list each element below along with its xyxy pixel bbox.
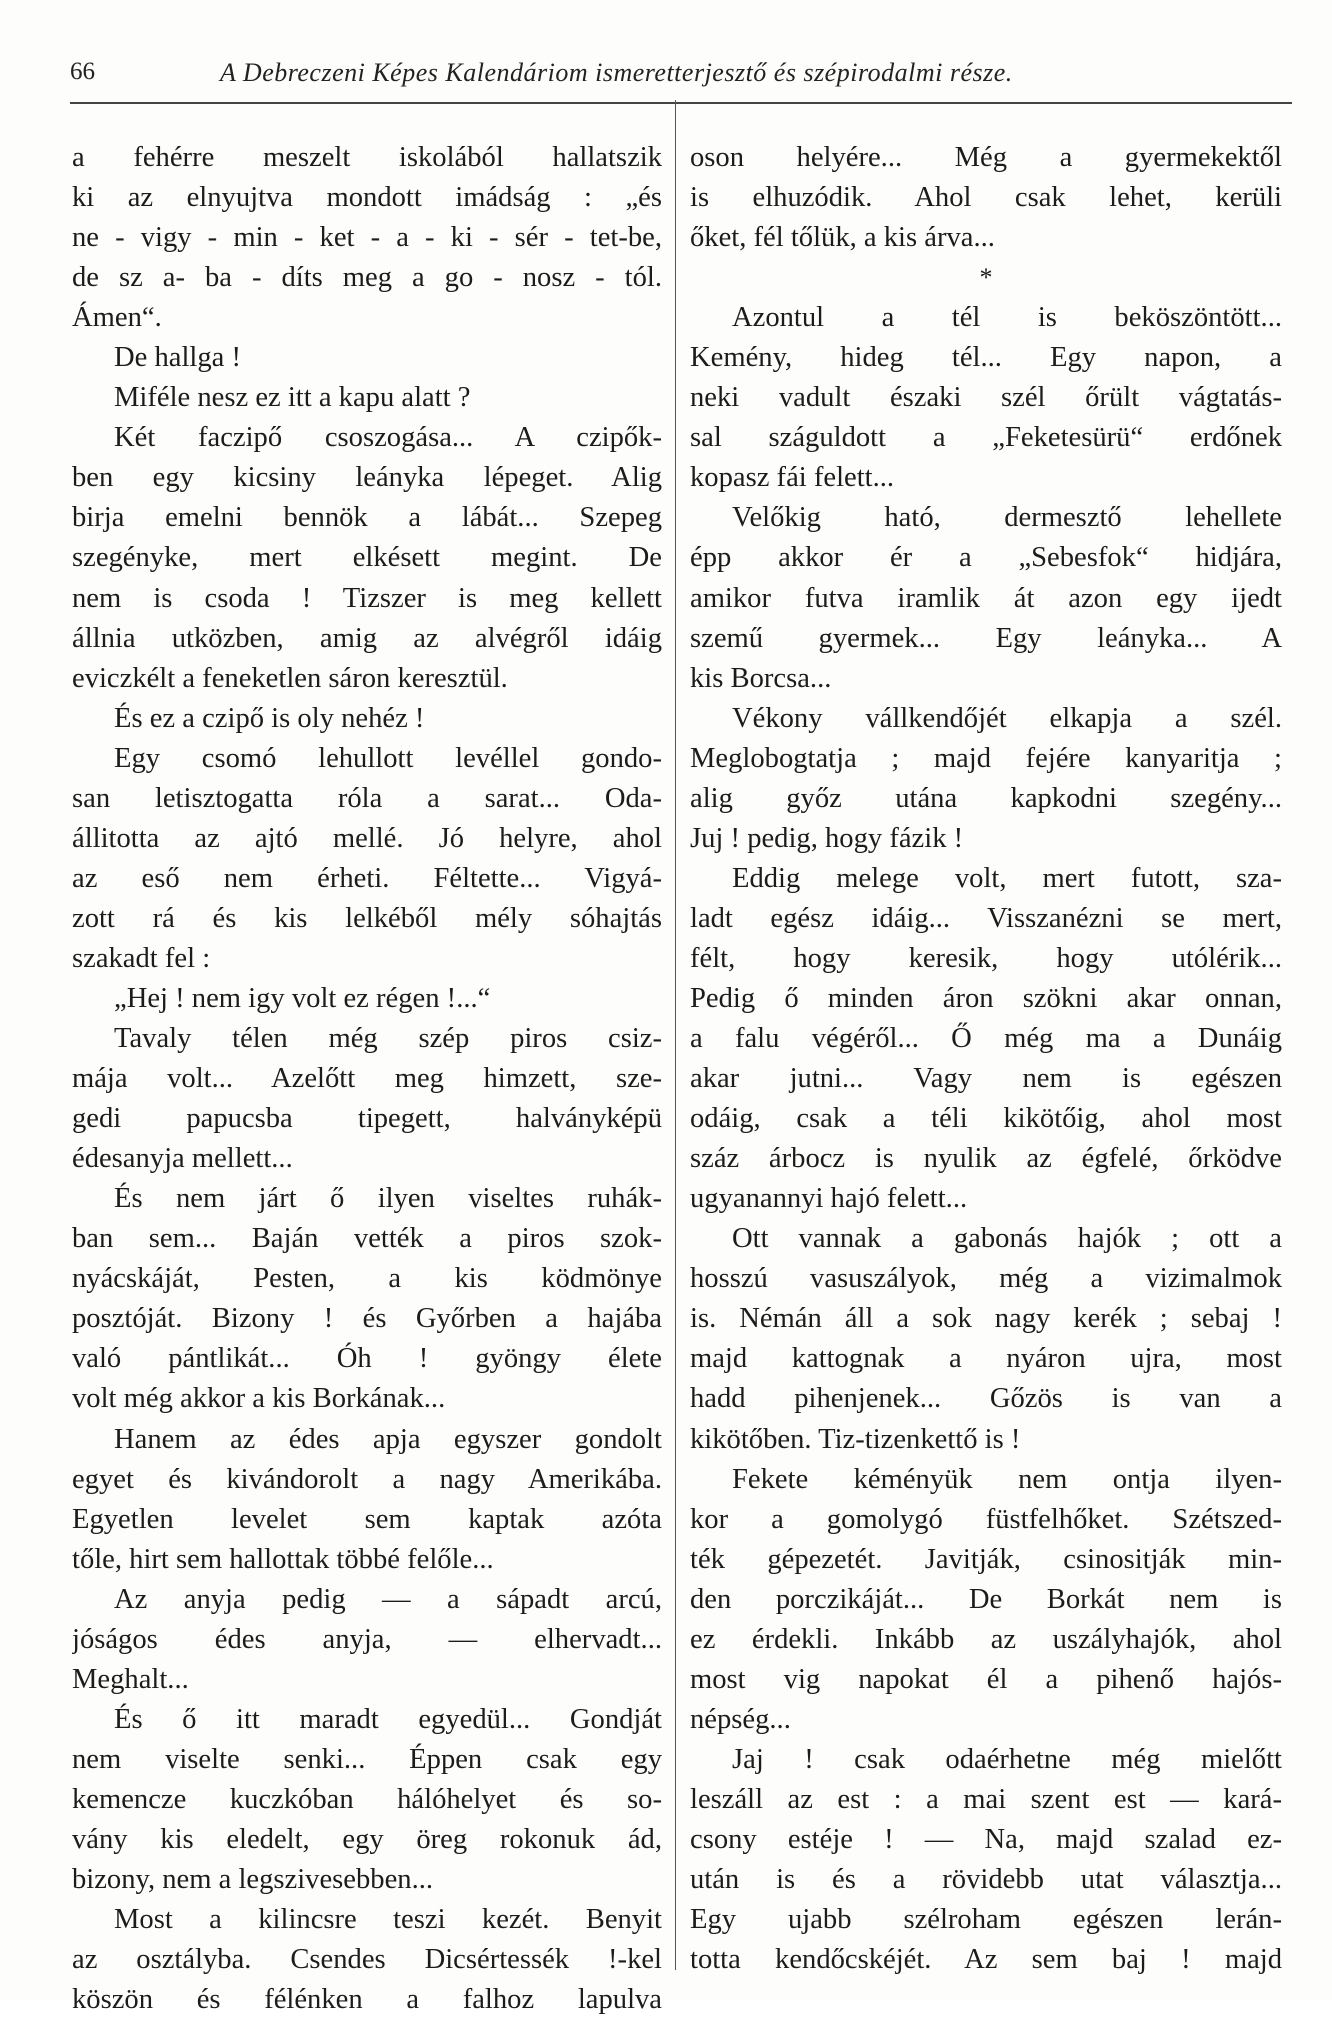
text-line: Egy csomó lehullott levéllel gondo- <box>114 742 662 774</box>
text-line: Velőkig ható, dermesztő lehellete <box>732 502 1282 534</box>
text-line: Az anyja pedig — a sápadt arcú, <box>114 1583 662 1615</box>
text-line: Ámen“. <box>72 302 162 334</box>
text-line: után is és a rövidebb utat választja... <box>690 1864 1282 1896</box>
text-line: Két faczipő csoszogása... A czipők- <box>114 422 662 454</box>
text-line: És nem járt ő ilyen viseltes ruhák- <box>114 1183 662 1215</box>
text-line: Meghalt... <box>72 1663 189 1695</box>
text-line: Fekete kéményük nem ontja ilyen- <box>732 1463 1282 1495</box>
right-column <box>690 138 1282 1980</box>
left-column <box>72 138 662 2020</box>
text-line: kis Borcsa... <box>690 662 832 694</box>
right-column-top <box>690 138 1282 258</box>
text-line: birja emelni bennök a lábát... Szepeg <box>72 502 662 534</box>
text-line: bizony, nem a legszivesebben... <box>72 1864 434 1896</box>
text-line: Kemény, hideg tél... Egy napon, a <box>690 342 1282 374</box>
text-line: volt még akkor a kis Borkának... <box>72 1383 446 1415</box>
text-line: nem is csoda ! Tizszer is meg kellett <box>72 582 662 614</box>
text-line: Ott vannak a gabonás hajók ; ott a <box>732 1223 1282 1255</box>
column-divider <box>675 100 676 1970</box>
text-line: tőle, hirt sem hallottak többé felőle... <box>72 1543 494 1575</box>
text-line: Hanem az édes apja egyszer gondolt <box>114 1423 662 1455</box>
text-line: hadd pihenjenek... Gőzös is van a <box>690 1383 1282 1415</box>
text-line: Egyetlen levelet sem kaptak azóta <box>72 1503 662 1535</box>
text-line: ban sem... Baján vették a piros szok- <box>72 1223 662 1255</box>
running-title: A Debreczeni Képes Kalendáriom ismeretterjesztő és szépirodalmi része. <box>220 58 1013 87</box>
text-line: ugyanannyi hajó felett... <box>690 1183 968 1215</box>
text-line: egyet és kivándorolt a nagy Amerikába. <box>72 1463 662 1495</box>
text-line: ték gépezetét. Javitják, csinositják min- <box>690 1543 1282 1575</box>
right-column-bottom <box>690 298 1282 1980</box>
text-line: az osztályba. Csendes Dicsértessék !-kel <box>72 1944 662 1976</box>
text-line: is. Némán áll a sok nagy kerék ; sebaj ! <box>690 1303 1282 1335</box>
text-line: a falu végéről... Ő még ma a Dunáig <box>690 1023 1282 1055</box>
text-line: is elhuzódik. Ahol csak lehet, kerüli <box>690 182 1282 214</box>
text-line: ben egy kicsiny leányka lépeget. Alig <box>72 462 662 494</box>
text-line: őket, fél tőlük, a kis árva... <box>690 222 995 254</box>
text-line: oson helyére... Még a gyermekektől <box>690 142 1282 173</box>
text-line: szegényke, mert elkésett megint. De <box>72 542 662 574</box>
text-line: nem viselte senki... Éppen csak egy <box>72 1743 662 1775</box>
text-line: most vig napokat él a pihenő hajós- <box>690 1663 1282 1695</box>
text-line: állnia utközben, amig az alvégről idáig <box>72 622 662 654</box>
text-line: ladt egész idáig... Visszanézni se mert, <box>690 902 1282 934</box>
text-line: De hallga ! <box>114 342 242 374</box>
text-line: való pántlikát... Óh ! gyöngy élete <box>72 1343 662 1375</box>
text-line: Azontul a tél is beköszöntött... <box>732 302 1282 334</box>
text-line: Jaj ! csak odaérhetne még mielőtt <box>732 1743 1282 1775</box>
text-line: állitotta az ajtó mellé. Jó helyre, ahol <box>72 822 662 854</box>
text-line: Tavaly télen még szép piros csiz- <box>114 1023 662 1055</box>
text-line: alig győz utána kapkodni szegény... <box>690 782 1282 814</box>
text-line: És ez a czipő is oly nehéz ! <box>114 702 425 734</box>
text-line: Juj ! pedig, hogy fázik ! <box>690 822 964 854</box>
section-separator: * <box>979 263 993 293</box>
text-line: akar jutni... Vagy nem is egészen <box>690 1063 1282 1095</box>
text-line: odáig, csak a téli kikötőig, ahol most <box>690 1103 1282 1135</box>
text-line: ne - vigy - min - ket - a - ki - sér - tet-be, <box>72 222 662 254</box>
text-line: neki vadult északi szél őrült vágtatás- <box>690 382 1282 414</box>
text-line: szemű gyermek... Egy leányka... A <box>690 622 1282 654</box>
text-line: kikötőben. Tiz-tizenkettő is ! <box>690 1423 1021 1455</box>
text-line: leszáll az est : a mai szent est — kará- <box>690 1783 1282 1815</box>
text-line: kor a gomolygó füstfelhőket. Szétszed- <box>690 1503 1282 1535</box>
text-line: majd kattognak a nyáron ujra, most <box>690 1343 1282 1375</box>
text-line: köszön és félénken a falhoz lapulva <box>72 1984 662 2016</box>
text-line: nyácskáját, Pesten, a kis ködmönye <box>72 1263 662 1295</box>
text-line: száz árbocz is nyulik az égfelé, őrködve <box>690 1143 1282 1175</box>
text-line: eviczkélt a feneketlen sáron keresztül. <box>72 662 508 694</box>
text-line: zott rá és kis lelkéből mély sóhajtás <box>72 902 662 934</box>
text-line: kemencze kuczkóban hálóhelyet és so- <box>72 1783 662 1815</box>
text-line: ki az elnyujtva mondott imádság : „és <box>72 182 662 214</box>
text-line: Egy ujabb szélroham egészen lerán- <box>690 1904 1282 1936</box>
text-line: Eddig melege volt, mert futott, sza- <box>732 862 1282 894</box>
text-line: félt, hogy keresik, hogy utólérik... <box>690 942 1282 974</box>
text-line: amikor futva iramlik át azon egy ijedt <box>690 582 1282 614</box>
text-line: Vékony vállkendőjét elkapja a szél. <box>732 702 1282 734</box>
text-line: „Hej ! nem igy volt ez régen !...“ <box>114 982 491 1014</box>
text-line: ez érdekli. Inkább az uszályhajók, ahol <box>690 1623 1282 1655</box>
text-line: san letisztogatta róla a sarat... Oda- <box>72 782 662 814</box>
header-rule <box>70 102 1292 104</box>
text-line: den porczikáját... De Borkát nem is <box>690 1583 1282 1615</box>
text-line: szakadt fel : <box>72 942 211 974</box>
text-line: a fehérre meszelt iskolából hallatszik <box>72 142 662 173</box>
text-line: csony estéje ! — Na, majd szalad ez- <box>690 1823 1282 1855</box>
text-line: Miféle nesz ez itt a kapu alatt ? <box>114 382 471 414</box>
text-line: totta kendőcskéjét. Az sem baj ! majd <box>690 1944 1282 1976</box>
text-line: édesanyja mellett... <box>72 1143 293 1175</box>
text-line: épp akkor ér a „Sebesfok“ hidjára, <box>690 542 1282 574</box>
text-line: hosszú vasuszályok, még a vizimalmok <box>690 1263 1282 1295</box>
text-line: Meglobogtatja ; majd fejére kanyaritja ; <box>690 742 1282 774</box>
text-line: jóságos édes anyja, — elhervadt... <box>72 1623 662 1655</box>
text-line: Most a kilincsre teszi kezét. Benyit <box>114 1904 662 1936</box>
page-header <box>70 58 1290 98</box>
text-line: vány kis eledelt, egy öreg rokonuk ád, <box>72 1823 662 1855</box>
text-line: népség... <box>690 1703 791 1735</box>
text-line: sal száguldott a „Feketesürü“ erdőnek <box>690 422 1282 454</box>
text-line: posztóját. Bizony ! és Győrben a hajába <box>72 1303 662 1335</box>
text-line: az eső nem érheti. Féltette... Vigyá- <box>72 862 662 894</box>
text-line: de sz a- ba - díts meg a go - nosz - tól. <box>72 262 662 294</box>
text-line: gedi papucsba tipegett, halványképü <box>72 1103 662 1135</box>
text-line: Pedig ő minden áron szökni akar onnan, <box>690 982 1282 1014</box>
text-line: És ő itt maradt egyedül... Gondját <box>114 1703 662 1735</box>
page-number: 66 <box>70 58 95 85</box>
text-line: mája volt... Azelőtt meg himzett, sze- <box>72 1063 662 1095</box>
text-line: kopasz fái felett... <box>690 462 895 494</box>
